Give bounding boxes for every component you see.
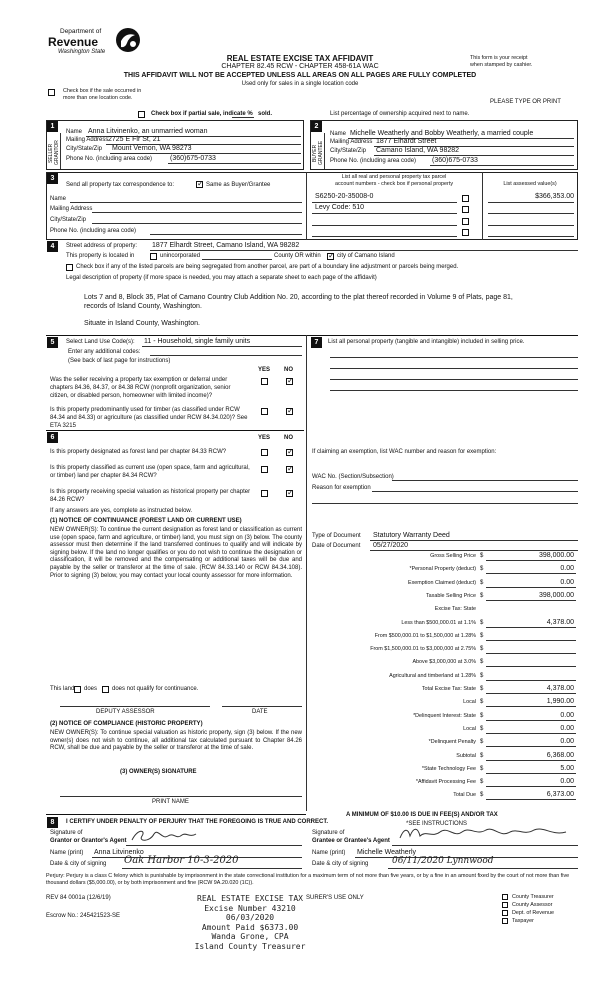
escrow-number: Escrow No.: 245421523-SE [46,913,121,919]
grantor-name-label: Name [66,129,83,135]
tax-row-value: 4,378.00 [546,619,574,626]
form-revision: REV 84 0001a (12/6/19) [46,895,111,901]
notice2-body: NEW OWNER(S): To continue special valuation as historic property, sign (3) below. If the new owner(s) does not wish to continue, all additional tax calculated pursuant to Chapter 84.26 RCW, shall be due and payable by the seller or transferor at the time of sale. [50,730,302,752]
tax-row-label: Gross Selling Price [430,553,476,559]
tax-row-currency: $ [480,580,484,586]
send-name-label: Name [50,196,67,202]
tax-row-value: 0.00 [560,579,574,586]
tax-row-currency: $ [480,726,484,732]
tax-row-currency: $ [480,553,484,559]
parcel-header-2: account numbers - check box if personal property [334,181,454,187]
qualify-label-1: This land [50,686,75,692]
multi-location-checkbox[interactable] [48,89,55,96]
exemption-claim-label: If claiming an exemption, list WAC number and reason for exemption: [312,449,497,455]
legal-description-line-1: Lots 7 and 8, Block 35, Plat of Camano Country Club Addition No. 20, according to the plat thereof recorded in Volume 9 of Plats, page 81, [84,294,513,301]
tax-row-currency: $ [480,753,484,759]
grantor-print-label: Name (print) [50,850,84,856]
sold-label: sold. [258,111,273,117]
section6-q1-yes[interactable] [261,449,268,456]
logo-dept-line3: Washington State [58,49,106,55]
parcel-number-value: S6250-20-35008-0 [315,193,374,200]
tax-row-label: *Affidavit Processing Fee [415,779,476,785]
tax-row-label: *State Technology Fee [421,766,476,772]
same-as-buyer-label: Same as Buyer/Grantee [206,182,271,188]
tax-row-currency: $ [480,739,484,745]
multi-location-label-2: more than one location code. [63,95,133,101]
grantor-side-label: SELLER GRANTOR [48,140,60,166]
reason-label: Reason for exemption [312,485,371,491]
section6-yes-header: YES [258,435,271,441]
dist-checkbox-1[interactable] [502,894,508,900]
stamp-line-5: Wanda Grone, CPA [211,932,289,942]
partial-sale-checkbox[interactable] [138,111,145,118]
please-type-note: PLEASE TYPE OR PRINT [490,99,561,105]
tax-row-label: From $1,500,000.01 to $3,000,000 at 2.75% [370,646,476,652]
dist-label-3: Dept. of Revenue [512,910,554,916]
grantor-mailing-label: Mailing Address [66,137,109,143]
tax-row-label: Subtotal [456,753,476,759]
section-3-number: 3 [47,173,58,184]
tax-row-currency: $ [480,646,484,652]
tax-row-value: 0.00 [560,712,574,719]
if-yes-note: If any answers are yes, complete as instructed below. [50,508,193,514]
grantor-phone-value: (360)675-0733 [170,155,216,162]
dist-checkbox-3[interactable] [502,910,508,916]
section5-q2-no[interactable] [286,408,293,415]
send-correspondence-label: Send all property tax correspondence to: [66,182,175,188]
tax-row-currency: $ [480,620,484,626]
tax-row-value: 5.00 [560,765,574,772]
section6-q3-no[interactable] [286,490,293,497]
section6-q1: Is this property designated as forest land per chapter 84.33 RCW? [50,449,227,455]
grantee-side-label: BUYER GRANTEE [312,140,324,166]
section5-no-header: NO [284,367,293,373]
used-only-note: Used only for sales in a single location code [241,81,359,87]
segregated-checkbox[interactable] [66,264,73,271]
dist-checkbox-4[interactable] [502,918,508,924]
tax-row-label: Taxable Selling Price [425,593,476,599]
tax-row-currency: $ [480,633,484,639]
stamp-line-6: Island County Treasurer [194,941,306,951]
section-5-number: 5 [47,337,58,348]
print-name-label: PRINT NAME [152,799,189,805]
grantor-city-label: City/State/Zip [66,146,103,152]
deputy-assessor-label: DEPUTY ASSESSOR [96,709,155,715]
grantee-date-label: Date & city of signing [312,861,369,867]
grantee-phone-label: Phone No. (including area code) [330,158,417,164]
section5-q2-yes[interactable] [261,408,268,415]
grantor-name-value: Anna Litvinenko, an unmarried woman [88,128,208,135]
section6-q2-yes[interactable] [261,466,268,473]
legal-description-line-3: Situate in Island County, Washington. [84,320,200,327]
section5-q2: Is this property predominantly used for timber (as classified under RCW 84.34 and 84.33) or agriculture (as classified under RCW 84.34.020)? See ETA 3215 [50,407,248,429]
grantor-signature-label-1: Signature of [50,830,83,836]
tax-row-label: Agricultural and timberland at 1.28% [389,673,476,679]
section6-q3: Is this property receiving special valuation as historical property per chapter 84.26 RCW? [50,489,251,503]
city-of-label: city of Camano Island [337,253,395,259]
doc-type-value: Statutory Warranty Deed [373,532,450,539]
section5-q1-no[interactable] [286,378,293,385]
logo-dept-line2: Revenue [48,35,99,49]
personal-property-checkbox-2[interactable] [462,206,469,213]
doc-type-label: Type of Document [312,533,361,539]
tax-row-value: 4,378.00 [546,685,574,692]
qualify-does-checkbox[interactable] [74,686,81,693]
tax-row-currency: $ [480,699,484,705]
ownership-note: List percentage of ownership acquired next to name. [330,111,470,117]
section6-no-header: NO [284,435,293,441]
tax-row-value: 6,373.00 [546,791,574,798]
grantee-mailing-label: Mailing Address [330,139,373,145]
receipt-note-2: when stamped by cashier. [470,62,533,68]
stamp-line-3: 06/03/2020 [225,913,275,923]
section5-yes-header: YES [258,367,271,373]
notice1-title: (1) NOTICE OF CONTINUANCE (FOREST LAND OR CURRENT USE) [50,518,242,524]
tax-row-currency: $ [480,792,484,798]
same-as-buyer-checkbox[interactable] [196,181,203,188]
form-warning: THIS AFFIDAVIT WILL NOT BE ACCEPTED UNLESS ALL AREAS ON ALL PAGES ARE FULLY COMPLETED [123,72,477,79]
unincorporated-checkbox[interactable] [150,253,157,260]
grantee-signature-label-2: Grantee or Grantee's Agent [312,838,390,844]
section5-q1-yes[interactable] [261,378,268,385]
tax-row-currency: $ [480,659,484,665]
tax-row-label: Total Due [453,792,476,798]
notice2-title: (2) NOTICE OF COMPLIANCE (HISTORIC PROPERTY) [50,721,203,727]
tax-row-label: *Personal Property (deduct) [409,566,476,572]
grantor-signature-label-2: Grantor or Grantor's Agent [50,838,127,844]
multi-location-label-1: Check box if the sale occurred in [63,88,142,94]
qualify-label-3: does not qualify for continuance. [112,686,199,692]
grantee-signature-image [396,822,576,846]
treasurer-stamp [180,894,320,952]
partial-sale-label: Check box if partial sale, indicate % [151,111,253,117]
tax-row-currency: $ [480,593,484,599]
grantee-name-value: Michelle Weatherly and Bobby Weatherly, a married couple [350,130,534,137]
section6-q3-yes[interactable] [261,490,268,497]
legal-description-label: Legal description of property (if more space is needed, you may attach a separate sheet to each page of the affidavit) [66,275,377,281]
grantor-date-signature: Oak Harbor 10-3-2020 [124,855,239,866]
washington-logo-icon [114,26,142,54]
stamp-line-2: Excise Number 43210 [204,903,296,913]
tax-row-value: 0.00 [560,738,574,745]
grantee-city-label: City/State/Zip [330,148,367,154]
tax-row-currency: $ [480,766,484,772]
street-address-label: Street address of property: [66,243,138,249]
tax-row-currency: $ [480,713,484,719]
additional-codes-label: Enter any additional codes: [68,349,141,355]
unincorporated-label: unincorporated [160,253,201,259]
section-7-number: 7 [311,337,322,348]
tax-row-label: Local [463,726,476,732]
tax-row-label: *Delinquent Interest: State [413,713,476,719]
assessed-value: $366,353.00 [535,193,574,200]
section-2-number: 2 [311,121,322,132]
grantor-city-value: Mount Vernon, WA 98273 [112,145,192,152]
tax-row-value: 0.00 [560,565,574,572]
grantee-print-value: Michelle Weatherly [357,849,417,856]
grantee-mailing-value: 1877 Elhardt Street [376,138,437,145]
deputy-date-label: DATE [252,709,268,715]
tax-row-label: Less than $500,000.01 at 1.1% [401,620,476,626]
personal-property-checkbox-1[interactable] [462,195,469,202]
tax-row-value: 1,990.00 [546,698,574,705]
grantor-mailing-value: 2725 E Fir St, 21 [108,136,161,143]
county-or-within-label: County OR within [274,253,321,259]
section6-q2-no[interactable] [286,466,293,473]
see-back-note: (See back of last page for instructions) [68,358,171,364]
tax-row-currency: $ [480,566,484,572]
grantee-print-label: Name (print) [312,850,346,856]
tax-row-label: Excise Tax: State [434,606,476,612]
land-use-label: Select Land Use Code(s): [66,339,135,345]
tax-row-label: From $500,000.01 to $1,500,000 at 1.28% [374,633,476,639]
personal-property-label: List all personal property (tangible and intangible) included in selling price. [328,339,525,345]
personal-property-checkbox-3[interactable] [462,218,469,225]
tax-row-label: *Delinquent Penalty [428,739,476,745]
grantor-print-value: Anna Litvinenko [94,849,144,856]
section-6-number: 6 [47,432,58,443]
tax-row-value: 0.00 [560,778,574,785]
section-1-number: 1 [47,121,58,132]
grantor-phone-label: Phone No. (including area code) [66,156,153,162]
grantor-signature-image [128,826,238,846]
notice1-body: NEW OWNER(S): To continue the current designation as forest land or classification as current use (open space, farm and agriculture, or timber) land, you must sign on (3) below. The county assessor must then determine if the land transferred continues to qualify and will indicate by signing below. If the land no longer qualifies or you do not wish to continue the designation or classification, it will be removed and the compensating or additional taxes will be due and payable by the seller or transferor at the time of sale. (RCW 84.33.140 or RCW 84.34.108). Prior to signing (3) below, you may contact your local county assessor for more information. [50,527,302,579]
tax-row-currency: $ [480,686,484,692]
treasurer-use-only: SURER'S USE ONLY [306,895,364,901]
stamp-line-1: REAL ESTATE EXCISE TAX [197,894,303,903]
qualify-does-not-checkbox[interactable] [102,686,109,693]
section5-q1: Was the seller receiving a property tax exemption or deferral under chapters 84.36, 84.37, or 84.38 RCW (nonprofit organization, senior citizen, or disabled person, homeowner with limited income)? [50,377,231,399]
form-chapter: CHAPTER 82.45 RCW - CHAPTER 458-61A WAC [221,63,379,70]
perjury-statement: Perjury: Perjury is a class C felony which is punishable by imprisonment in the state correctional institution for a maximum term of not more than five years, or by a fine in an amount fixed by the court of not more than five thousand dollars ($5,000.00), or by both imprisonment and fine (RCW 9A.20.020 (1C)). [46,873,570,887]
minimum-note: A MINIMUM OF $10.00 IS DUE IN FEE(S) AND/OR TAX [346,812,498,818]
dist-checkbox-2[interactable] [502,902,508,908]
tax-row-label: Exemption Claimed (deduct) [407,580,476,586]
street-address-value: 1877 Elhardt Street, Camano Island, WA 98282 [152,242,300,249]
qualify-label-2: does [84,686,98,692]
send-phone-label: Phone No. (including area code) [50,228,137,234]
legal-description-line-2: records of Island County, Washington. [84,303,202,310]
doc-date-label: Date of Document [312,543,361,549]
grantee-phone-value: (360)675-0733 [432,157,478,164]
grantor-date-label: Date & city of signing [50,861,107,867]
land-use-value: 11 - Household, single family units [144,338,251,345]
send-city-label: City/State/Zip [50,217,87,223]
segregated-label: Check box if any of the listed parcels are being segregated from another parcel, are part of a boundary line adjustment or parcels being merged. [76,264,459,270]
doc-date-value: 05/27/2020 [373,542,409,549]
dist-label-1: County Treasurer [512,894,554,900]
form-title: REAL ESTATE EXCISE TAX AFFIDAVIT [226,54,374,63]
tax-row-value: 398,000.00 [538,592,574,599]
assessed-header: List assessed value(s) [503,181,557,187]
tax-row-label: Total Excise Tax: State [421,686,476,692]
parcel-header-1: List all real and personal property tax parcel [341,174,447,180]
grantee-name-label: Name [330,131,347,137]
send-mailing-label: Mailing Address [50,206,93,212]
tax-row-label: Above $3,000,000 at 3.0% [412,659,476,665]
certify-statement: I CERTIFY UNDER PENALTY OF PERJURY THAT THE FOREGOING IS TRUE AND CORRECT. [66,819,329,825]
tax-row-value: 0.00 [560,725,574,732]
section6-q1-no[interactable] [286,449,293,456]
stamp-line-4: Amount Paid $6373.00 [201,922,299,932]
tax-row-value: 398,000.00 [538,552,574,559]
section-8-number: 8 [47,817,58,828]
grantee-date-signature: 06/11/2020 Lynnwood [392,856,494,866]
see-instructions-note: *SEE INSTRUCTIONS [406,821,468,827]
department-logo [46,28,156,68]
section-4-number: 4 [47,241,58,252]
personal-property-checkbox-4[interactable] [462,229,469,236]
located-in-label: This property is located in [66,253,135,259]
dist-label-2: County Assessor [512,902,553,908]
tax-row-value: 6,368.00 [546,752,574,759]
dist-label-4: Taxpayer [512,918,534,924]
grantee-signature-label-1: Signature of [312,830,345,836]
city-checkbox[interactable] [327,253,334,260]
section6-q2: Is this property classified as current use (open space, farm and agricultural, or timber) land per chapter 84.34 RCW? [50,465,250,479]
owner-signature-label: (3) OWNER(S) SIGNATURE [120,769,197,775]
wac-label: WAC No. (Section/Subsection) [312,474,394,480]
tax-row-currency: $ [480,673,484,679]
levy-code-value: Levy Code: 510 [315,204,365,211]
logo-dept-line1: Department of [60,28,102,35]
tax-row-label: Local [463,699,476,705]
tax-row-currency: $ [480,779,484,785]
receipt-note-1: This form is your receipt [470,55,528,61]
grantee-city-value: Camano Island, WA 98282 [376,147,460,154]
